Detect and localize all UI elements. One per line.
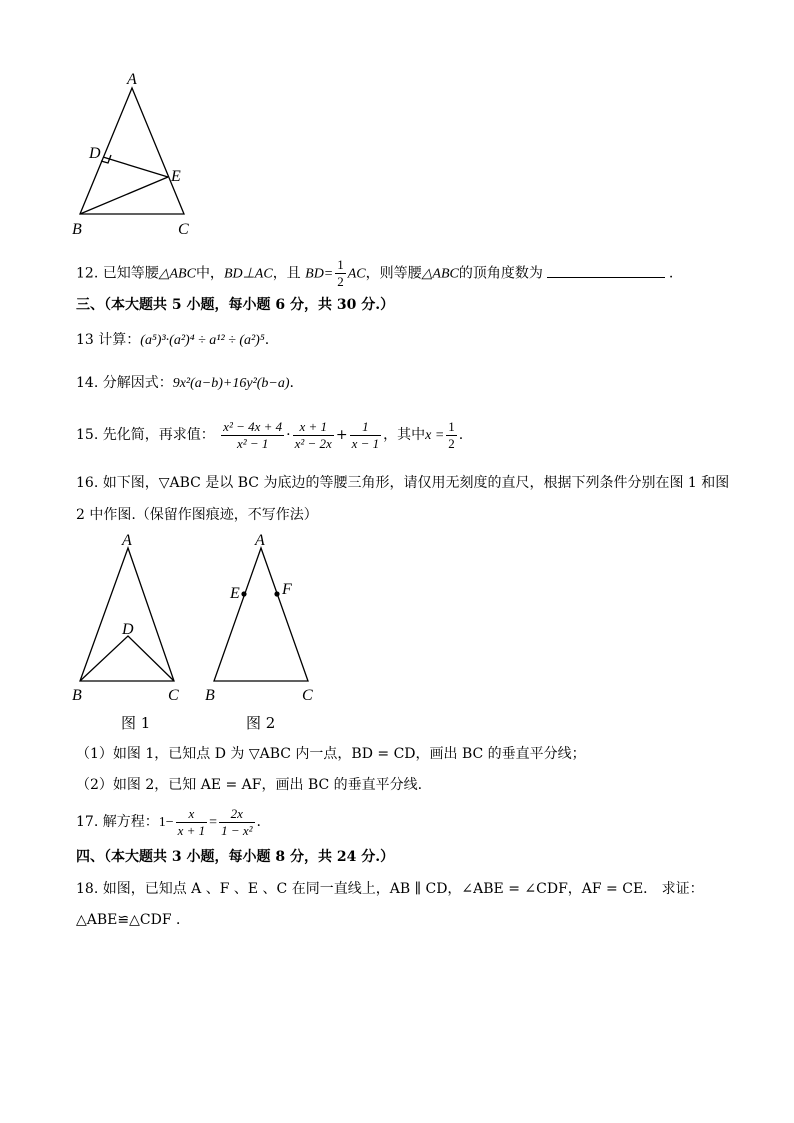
fig1-label-c: C [168,687,179,704]
q15-number: 15. [76,427,99,443]
q17-number: 17. [76,814,99,830]
fig1-triangle-outline [80,548,174,681]
q12-text-c: ，且 [272,265,301,282]
label-d: D [89,145,101,162]
fig1-label-a: A [122,532,132,549]
q15-x-eq: x = [425,428,445,443]
q15-f3-den: x − 1 [351,435,380,451]
question-18-line-2: △ABE≌△CDF ． [76,912,190,928]
q15-f1-den: x² − 1 [236,435,269,451]
question-18-line-1: 18. 如图，已知点 A 、F 、E 、C 在同一直线上，AB ∥ CD，∠ABE = ∠CDF，AF = CE． 求证： [76,881,704,897]
label-a: A [127,71,137,88]
fig2-triangle-outline [214,548,308,681]
q14-expression: 9x²(a−b)+16y²(b−a) [172,376,290,391]
q17-end: . [256,814,261,830]
q15-fraction-2 [293,419,334,452]
label-c: C [178,221,189,238]
q15-f3-num: 1 [350,419,382,436]
fig2-label-a: A [255,532,265,549]
q17-f1-den: x + 1 [177,822,206,838]
label-b: B [72,221,82,238]
fig1-caption: 图 1 [121,714,151,732]
q12-text-b: 中， [195,265,224,282]
q12-triangle: △ABC [158,266,196,282]
q12-frac-den: 2 [337,274,344,289]
q13-end: . [264,332,270,348]
q15-label: 先化简，再求值： [102,427,215,443]
label-e: E [171,168,181,185]
q17-f2-num: 2x [219,806,254,823]
q15-where: ，其中 [383,427,426,443]
fig2-caption: 图 2 [246,714,276,732]
q12-fraction [335,257,346,290]
answer-blank[interactable] [547,263,665,278]
q15-f2-den: x² − 2x [294,435,332,451]
q17-f1-num: x [176,806,208,823]
fig2-point-f [274,591,279,596]
fig1-label-b: B [72,687,82,704]
fig2-label-b: B [205,687,215,704]
q15-plus: + [335,427,348,443]
q15-dot: · [286,427,291,443]
question-15 [76,416,463,455]
q12-ac: AC [347,266,366,282]
q12-end: . [668,265,674,282]
question-13 [76,330,269,351]
q12-number: 12. [76,265,99,282]
segment-de [103,157,168,177]
question-16-line-1: 16. 如下图，▽ABC 是以 BC 为底边的等腰三角形，请仅用无刻度的直尺，根据下列条件分别在图 1 和图 [76,475,730,491]
q17-eq: = [209,815,218,830]
q12-text-e: 的顶角度数为 [458,265,543,282]
fig2-label-f: F [282,581,292,598]
question-12 [76,257,673,290]
q14-label: 分解因式： [102,375,173,391]
q15-fraction-1 [221,419,284,452]
q12-frac-num: 1 [337,257,344,272]
q14-end: . [289,375,294,391]
figure-1 [66,530,196,740]
q13-label: 计算： [98,332,141,348]
q15-f1-num: x² − 4x + 4 [223,418,283,434]
q15-fraction-3 [350,419,382,452]
q12-text: 已知等腰 [102,265,159,282]
q17-one-minus: 1− [158,815,174,830]
section-4-heading: 四、（本大题共 3 小题，每小题 8 分，共 24 分.） [76,849,395,865]
question-14 [76,373,294,394]
q12-eq: BD= [305,266,334,282]
q15-f2-num: x + 1 [293,419,334,436]
q15-v-num: 1 [448,418,455,434]
q12-triangle-2: △ABC [421,266,459,282]
q12-perp: BD⊥AC [223,266,273,282]
q14-number: 14. [76,375,99,391]
question-16-part-2: （2）如图 2，已知 AE = AF，画出 BC 的垂直平分线. [76,777,423,793]
q13-expression: (a⁵)³·(a²)⁴ ÷ a¹² ÷ (a²)⁵ [140,333,265,348]
question-16-part-1: （1）如图 1，已知点 D 为 ▽ABC 内一点，BD = CD，画出 BC 的垂直平分线； [76,746,586,762]
fig2-label-c: C [302,687,313,704]
section-3-heading: 三、（本大题共 5 小题，每小题 6 分，共 30 分.） [76,297,395,313]
fig2-label-e: E [230,585,240,602]
q17-label: 解方程： [102,814,159,830]
q15-end: . [458,427,464,443]
q13-number: 13 [76,332,94,348]
question-16-line-2: 2 中作图.（保留作图痕迹，不写作法） [76,507,318,523]
figure-2 [196,530,326,740]
question-17 [76,803,261,842]
q17-f2-den: 1 − x² [221,822,253,838]
q17-fraction-2 [219,806,254,839]
figure-triangle-abc [60,66,210,246]
fig1-label-d: D [122,621,134,638]
q15-v-den: 2 [448,435,455,451]
q17-fraction-1 [176,806,208,839]
fig2-point-e [241,591,246,596]
q12-text-d: ，则等腰 [365,265,422,282]
q15-value [446,419,457,452]
